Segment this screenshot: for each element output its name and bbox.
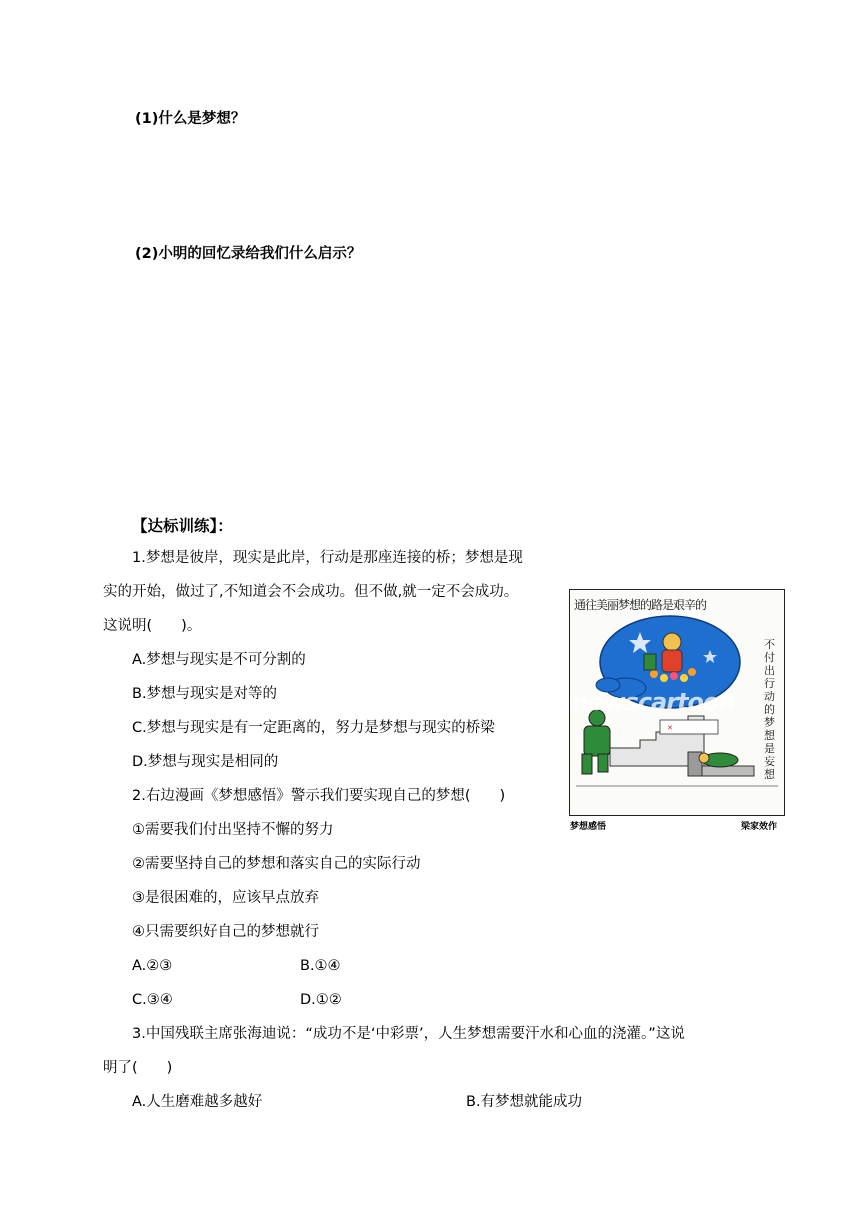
q1-stem-line3: 这说明( )。 bbox=[103, 618, 202, 634]
cartoon-headline: 通往美丽梦想的路是艰辛的 bbox=[574, 598, 707, 612]
q1-option-d: D.梦想与现实是相同的 bbox=[132, 754, 279, 770]
svg-text:✕: ✕ bbox=[667, 724, 673, 732]
q1-option-b: B.梦想与现实是对等的 bbox=[132, 686, 278, 702]
cartoon-watermark: newscartoon bbox=[572, 688, 735, 716]
q2-option-c: C.③④ bbox=[132, 992, 173, 1008]
q1-option-c: C.梦想与现实是有一定距离的，努力是梦想与现实的桥梁 bbox=[132, 720, 495, 736]
question-2-prompt: (2)小明的回忆录给我们什么启示？ bbox=[135, 246, 362, 262]
q2-item-4: ④只需要织好自己的梦想就行 bbox=[132, 924, 319, 940]
q2-option-d: D.①② bbox=[300, 992, 342, 1008]
q1-option-a: A.梦想与现实是不可分割的 bbox=[132, 652, 306, 668]
q3-stem-line2: 明了( ) bbox=[103, 1060, 173, 1076]
q2-stem: 2.右边漫画《梦想感悟》警示我们要实现自己的梦想( ) bbox=[132, 788, 506, 804]
q1-stem-line1: 1.梦想是彼岸，现实是此岸，行动是那座连接的桥；梦想是现 bbox=[132, 550, 523, 566]
cartoon-side-text: 不付出行动的梦想是妄想 bbox=[764, 638, 775, 781]
question-1-prompt: (1)什么是梦想？ bbox=[135, 111, 246, 127]
q2-option-b: B.①④ bbox=[300, 958, 341, 974]
q2-item-3: ③是很困难的，应该早点放弃 bbox=[132, 890, 319, 906]
cartoon-caption-author: 梁家效作 bbox=[741, 822, 778, 832]
cartoon-caption-title: 梦想感悟 bbox=[570, 822, 607, 832]
q3-stem-line1: 3.中国残联主席张海迪说：“成功不是‘中彩票’，人生梦想需要汗水和心血的浇灌。”这说 bbox=[132, 1026, 685, 1042]
cartoon-image bbox=[569, 589, 785, 816]
q2-option-a: A.②③ bbox=[132, 958, 173, 974]
q3-option-b: B.有梦想就能成功 bbox=[466, 1094, 583, 1110]
soldier-figure bbox=[584, 726, 610, 756]
q2-item-2: ②需要坚持自己的梦想和落实自己的实际行动 bbox=[132, 856, 421, 872]
q2-item-1: ①需要我们付出坚持不懈的努力 bbox=[132, 822, 334, 838]
q1-stem-line2: 实的开始，做过了,不知道会不会成功。但不做,就一定不会成功。 bbox=[103, 584, 519, 600]
section-title: 【达标训练】： bbox=[132, 517, 233, 535]
q3-option-a: A.人生磨难越多越好 bbox=[132, 1094, 263, 1110]
